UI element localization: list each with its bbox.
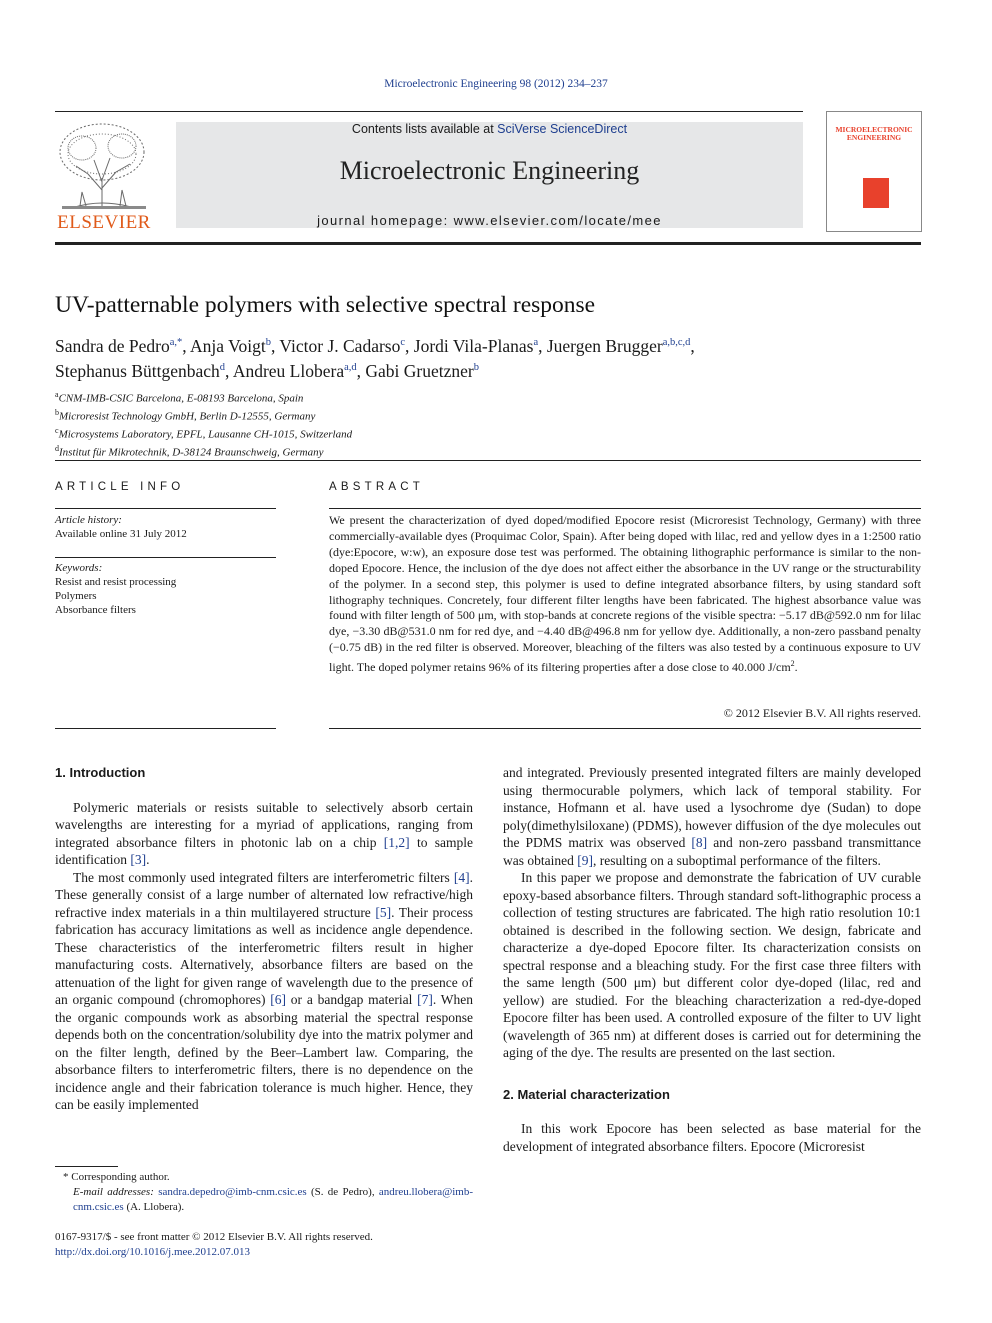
elsevier-logo bbox=[52, 118, 156, 236]
text: to sample identification bbox=[55, 834, 473, 867]
paragraph: In this work Epocore has been selected as base material for the development of integrated absorbance filters. Epocore (Microresist bbox=[503, 1121, 921, 1154]
affiliation-marker: d bbox=[55, 443, 59, 453]
author-affil-marker[interactable]: a,d bbox=[344, 361, 357, 373]
footnote-text: Corresponding author. bbox=[71, 1171, 170, 1183]
author-list bbox=[55, 332, 921, 382]
paragraph bbox=[55, 869, 473, 1114]
author-affil-marker[interactable]: b bbox=[473, 361, 479, 373]
email-owner: (S. de Pedro), bbox=[306, 1186, 379, 1198]
affiliation-marker: a bbox=[55, 390, 59, 399]
sciencedirect-link[interactable]: SciVerse ScienceDirect bbox=[497, 122, 628, 136]
footnote-rule bbox=[55, 1166, 118, 1167]
abstract-copyright: © 2012 Elsevier B.V. All rights reserved. bbox=[723, 706, 921, 720]
author-separator: , bbox=[405, 335, 414, 356]
text: and integrated. Previously presented integrated filters are mainly developed using thermocurable polymers, which lack of temporal stability. For instance, Hofmann et al. have used a lysochrome dye (Sudan) to dope poly(dimethylsiloxane) (PDMS), however diffusion of the dye molecules out the PDMS matrix was observed bbox=[503, 765, 921, 850]
article-info-heading: ARTICLE INFO bbox=[55, 481, 185, 493]
author: Stephanus Büttgenbach bbox=[55, 360, 220, 381]
keyword: Absorbance filters bbox=[55, 604, 136, 616]
author: Sandra de Pedro bbox=[55, 335, 170, 356]
paragraph: In this paper we propose and demonstrate the fabrication of UV curable epoxy-based absorbance filters. Through standard soft-lithographic process a collection of testing structures are fabricated. The high ratio resolution 10:1 obtained is described in the following section. We design, fabricate and characterize a dye-doped Epocore filter. Its characterization consists on spectral response and a bleaching study. For the first case three filters with the same length (500 μm) but different color dye-doped (lilac, red and yellow) are studied. For the bleaching characterization a red-dye-doped Epocore filter has been used. A controlled exposure of the filter to UV light (wavelength of 365 nm) at different doses is carried out for determining the aging of the dye. The results are presented on the last section. bbox=[503, 870, 921, 1060]
text: or a bandgap material bbox=[286, 992, 418, 1007]
abstract-superscript: 2 bbox=[790, 659, 795, 669]
divider bbox=[55, 728, 276, 729]
author: Jordi Vila-Planas bbox=[413, 335, 534, 356]
affiliation bbox=[55, 406, 352, 424]
citation-link[interactable]: [1,2] bbox=[383, 834, 410, 850]
keyword: Resist and resist processing bbox=[55, 576, 177, 588]
section-heading: 1. Introduction bbox=[55, 765, 146, 780]
divider bbox=[329, 508, 921, 509]
journal-citation[interactable]: Microelectronic Engineering 98 (2012) 234–237 bbox=[384, 78, 608, 90]
section-heading: 2. Material characterization bbox=[503, 1086, 670, 1102]
author-separator: , bbox=[225, 360, 233, 381]
text: and non-zero passband transmittance was obtained bbox=[503, 835, 921, 868]
doi-link[interactable]: http://dx.doi.org/10.1016/j.mee.2012.07.013 bbox=[55, 1245, 251, 1258]
history-value: Available online 31 July 2012 bbox=[55, 528, 187, 540]
affiliation-list bbox=[55, 388, 352, 459]
journal-homepage[interactable]: journal homepage: www.elsevier.com/locate/mee bbox=[317, 213, 662, 228]
email-link[interactable]: sandra.depedro@imb-cnm.csic.es bbox=[158, 1186, 307, 1198]
author: Gabi Gruetzner bbox=[365, 360, 474, 381]
email-link[interactable]: andreu.llobera@imb-cnm.csic.es bbox=[73, 1186, 473, 1213]
citation-link[interactable]: [9] bbox=[577, 852, 593, 868]
paragraph bbox=[503, 764, 921, 869]
body-left-column bbox=[55, 764, 473, 1114]
author: Juergen Brugger bbox=[546, 335, 663, 356]
author: Anja Voigt bbox=[190, 335, 266, 356]
citation-link[interactable]: [3] bbox=[130, 852, 147, 867]
text: The most commonly used integrated filters are interferometric filters bbox=[73, 869, 454, 885]
text: . These generally consist of a large number of alternated low refractive/high refractive index materials in a thin multilayered structure bbox=[55, 869, 473, 920]
citation-link[interactable]: [8] bbox=[691, 835, 708, 850]
text: . Their process fabrication has accuracy limitations as well as incidence angle dependence. These characteristics of the interferometric filters result in higher manufacturing costs. Alternatively, absorbance filters are based on the attenuation of the light for given range of wavelength due to the presence of an organic compound (chromophores) bbox=[55, 904, 473, 1007]
author-separator: , bbox=[356, 360, 366, 381]
abstract-end: . bbox=[794, 660, 798, 675]
history-label: Article history: bbox=[55, 514, 122, 526]
citation-link[interactable]: [4] bbox=[453, 869, 470, 885]
text: . When the organic compounds work as absorbing material the spectral response depends both on the concentration/solubility dye into the matrix polymer and on the filter length, defined by the Beer–Lambert law. Comparing, the absorbance filters to interferometric filters, there is no dependence on the incidence angle and their fabrication tolerance is much higher. Hence, they can be easily implemented bbox=[55, 992, 473, 1112]
corresponding-note bbox=[55, 1170, 473, 1185]
text: , resulting on a suboptimal performance of the filters. bbox=[592, 852, 881, 868]
citation-link[interactable]: [6] bbox=[270, 992, 287, 1007]
elsevier-wordmark: ELSEVIER bbox=[57, 212, 151, 233]
author-affil-marker[interactable]: c bbox=[400, 337, 406, 348]
divider bbox=[55, 508, 276, 509]
keyword: Polymers bbox=[55, 590, 97, 602]
affiliation-text: CNM-IMB-CSIC Barcelona, E-08193 Barcelona, Spain bbox=[58, 392, 304, 405]
author: Andreu Llobera bbox=[232, 360, 345, 381]
article-history bbox=[55, 513, 187, 541]
affiliation bbox=[55, 388, 352, 406]
divider bbox=[55, 557, 276, 558]
issn-line: 0167-9317/$ - see front matter © 2012 Elsevier B.V. All rights reserved. bbox=[55, 1231, 373, 1243]
journal-cover-thumbnail bbox=[826, 111, 922, 232]
email-owner: (A. Llobera). bbox=[123, 1201, 185, 1213]
author-affil-marker[interactable]: a,b,c,d bbox=[662, 337, 691, 348]
author-affil-marker[interactable]: d bbox=[219, 361, 226, 373]
cover-title: MICROELECTRONIC ENGINEERING bbox=[835, 125, 913, 142]
affiliation-marker: c bbox=[55, 425, 59, 435]
author-separator: , bbox=[538, 335, 547, 356]
contents-prefix: Contents lists available at bbox=[351, 122, 498, 136]
email-label: E-mail addresses: bbox=[73, 1186, 159, 1198]
journal-title: Microelectronic Engineering bbox=[339, 156, 640, 185]
author-affil-marker[interactable]: a bbox=[533, 337, 539, 348]
author-separator: , bbox=[690, 335, 695, 356]
author: Victor J. Cadarso bbox=[279, 335, 401, 356]
header-rule bbox=[55, 111, 803, 112]
asterisk-marker: * bbox=[63, 1171, 72, 1183]
email-note bbox=[55, 1185, 473, 1215]
author-separator: , bbox=[270, 335, 280, 356]
affiliation bbox=[55, 442, 352, 460]
footnotes bbox=[55, 1170, 473, 1215]
author-affil-marker[interactable]: a,* bbox=[169, 337, 183, 348]
body-right-column bbox=[503, 764, 921, 1155]
cover-image bbox=[863, 178, 889, 208]
text: . bbox=[146, 852, 150, 867]
paper-title: UV-patternable polymers with selective spectral response bbox=[55, 292, 596, 318]
contents-line bbox=[176, 122, 803, 136]
abstract-heading: ABSTRACT bbox=[329, 481, 424, 493]
affiliation-marker: b bbox=[55, 407, 59, 417]
keywords-label: Keywords: bbox=[55, 562, 103, 574]
divider bbox=[329, 728, 921, 729]
affiliation-text: Institut für Mikrotechnik, D-38124 Braunschweig, Germany bbox=[59, 446, 324, 459]
paragraph bbox=[55, 799, 473, 869]
keywords-block bbox=[55, 561, 176, 617]
affiliation-text: Microsystems Laboratory, EPFL, Lausanne CH-1015, Switzerland bbox=[58, 428, 353, 441]
abstract-text bbox=[329, 513, 921, 676]
citation-link[interactable]: [7] bbox=[417, 992, 433, 1007]
header-bottom-rule bbox=[55, 242, 921, 245]
affiliation-text: Microresist Technology GmbH, Berlin D-12555, Germany bbox=[59, 410, 316, 423]
author-affil-marker[interactable]: b bbox=[265, 337, 271, 348]
front-matter bbox=[55, 1230, 373, 1259]
affiliation bbox=[55, 424, 352, 442]
text: Polymeric materials or resists suitable to selectively absorb certain wavelengths are interesting for a myriad of applications, ranging from integrated absorbance filters in photonic lab on a chip bbox=[55, 799, 473, 850]
citation-link[interactable]: [5] bbox=[375, 904, 392, 920]
author-separator: , bbox=[182, 335, 191, 356]
title-rule bbox=[55, 460, 921, 461]
abstract-body: We present the characterization of dyed doped/modified Epocore resist (Microresist Technology, Germany) with three commercially-available dyes (Proquimac Color, Spain). After being doped with lilac, red and yellow dyes in a 1:2500 ratio (dye:Epocore, w:w), an exposure dose test was performed. The obtaining lithographic performance is similar to the non-doped Epocore. Hence, the inclusion of the dye does not affect either the absorbance in the UV range or the structurability of the polymer. In a second step, this polymer is used to define integrated absorbance filters, by using standard soft lithography techniques. Concretely, four different filter lengths have been fabricated. The highest absorbance value was found with filter length of 500 μm, with stop-bands at concrete regions of the visible spectra: −5.17 dB@592.0 nm for lilac dye, −3.30 dB@531.0 nm for red dye, and −4.40 dB@496.8 nm for yellow dye. Additionally, a non-zero passband penalty (−0.75 dB) in the red filter is observed. Moreover, bleaching of the filters was also tested by a continuous exposure to UV light. The doped polymer retains 96% of its filtering properties after a dose close to 40.000 J/cm bbox=[329, 513, 921, 675]
